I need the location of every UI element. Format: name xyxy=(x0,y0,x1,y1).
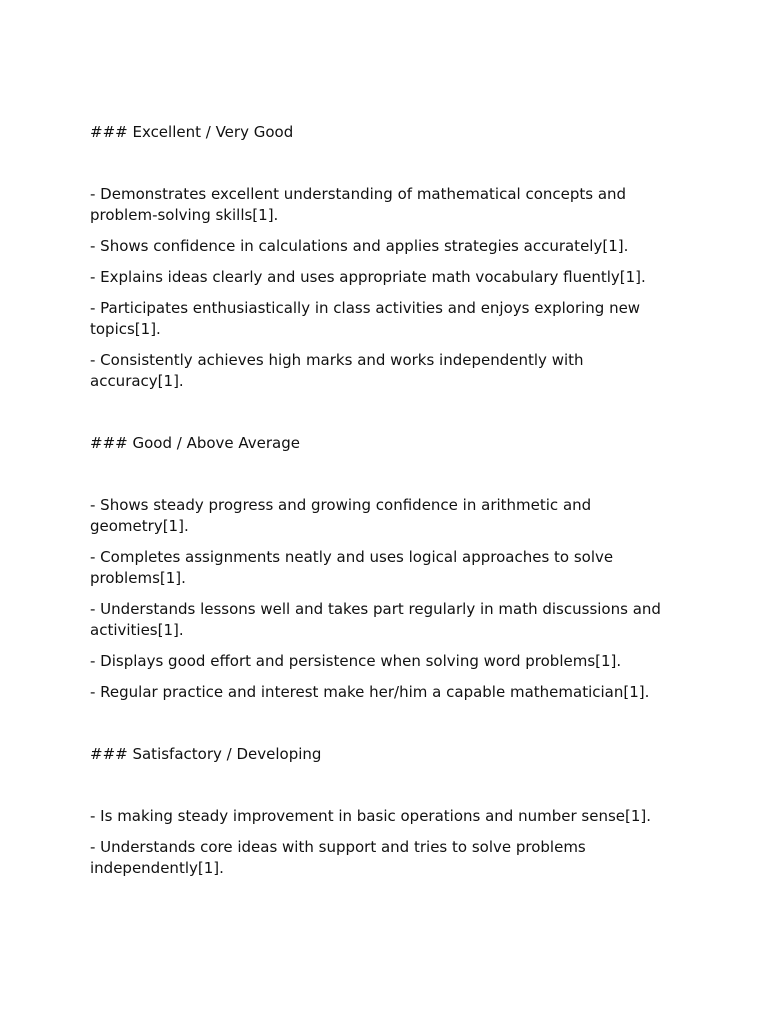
spacer xyxy=(90,765,680,806)
list-item: - Regular practice and interest make her/him a capable mathematician[1]. xyxy=(90,683,650,701)
list-item: - Shows steady progress and growing confidence in arithmetic and geometry[1]. xyxy=(90,496,596,535)
list-item: - Is making steady improvement in basic operations and number sense[1]. xyxy=(90,807,652,825)
spacer xyxy=(90,143,680,184)
document-page xyxy=(90,122,680,889)
section-heading-satisfactory: ### Satisfactory / Developing xyxy=(90,745,322,763)
list-item: - Explains ideas clearly and uses appropriate math vocabulary fluently[1]. xyxy=(90,268,646,286)
list-item: - Shows confidence in calculations and applies strategies accurately[1]. xyxy=(90,237,629,255)
list-item: - Participates enthusiastically in class activities and enjoys exploring new topics[1]. xyxy=(90,299,645,338)
list-item: - Understands core ideas with support and tries to solve problems independently[1]. xyxy=(90,838,591,877)
list-item: - Understands lessons well and takes part regularly in math discussions and activities[1]. xyxy=(90,600,666,639)
list-item: - Consistently achieves high marks and works independently with accuracy[1]. xyxy=(90,351,589,390)
section-heading-good: ### Good / Above Average xyxy=(90,434,300,452)
list-item: - Completes assignments neatly and uses logical approaches to solve problems[1]. xyxy=(90,548,618,587)
spacer xyxy=(90,402,680,433)
list-item: - Displays good effort and persistence when solving word problems[1]. xyxy=(90,652,622,670)
list-item: - Demonstrates excellent understanding of mathematical concepts and problem-solving skills[1]. xyxy=(90,185,631,224)
section-heading-excellent: ### Excellent / Very Good xyxy=(90,123,294,141)
spacer xyxy=(90,713,680,744)
spacer xyxy=(90,454,680,495)
